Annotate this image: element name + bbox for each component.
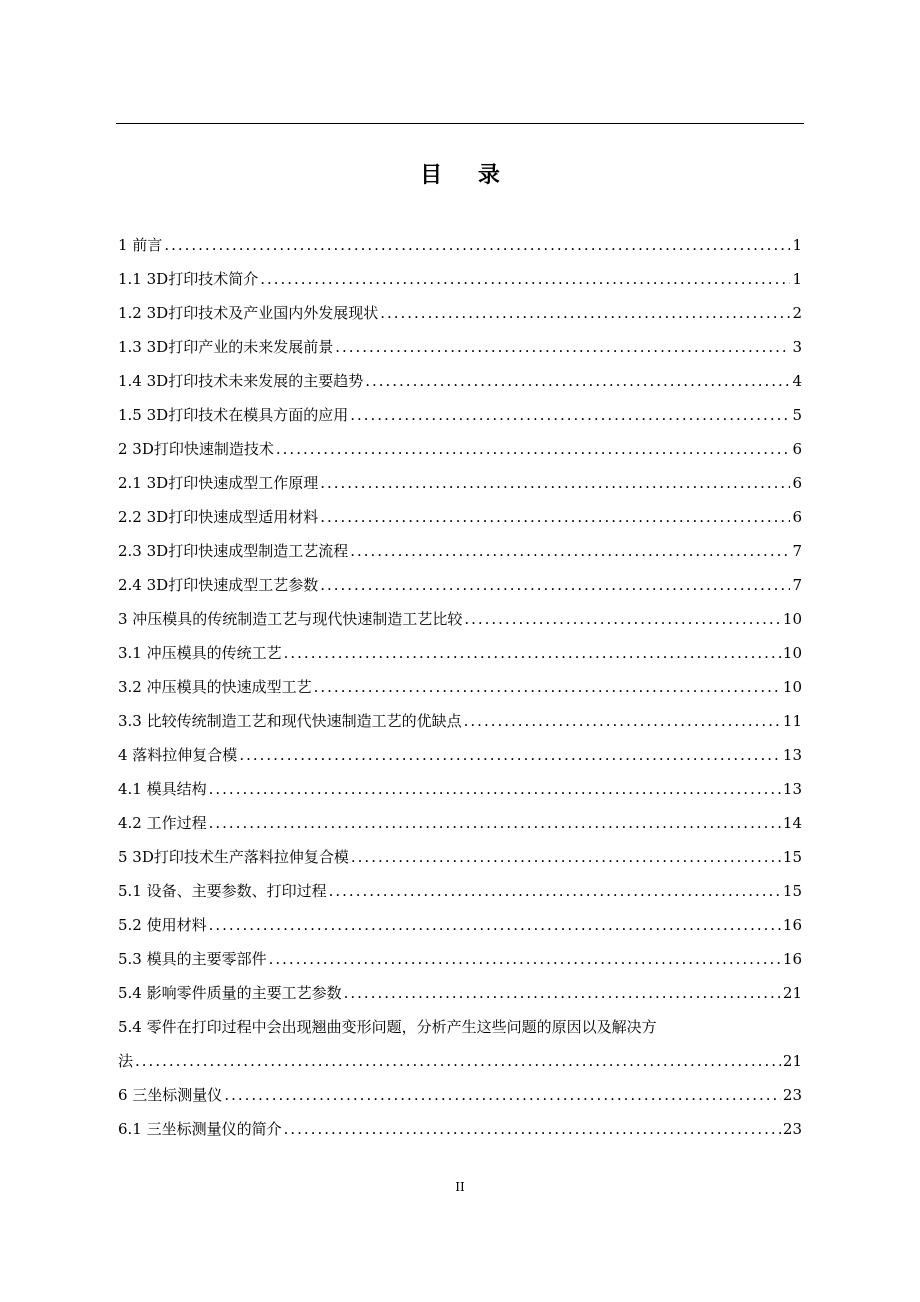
toc-entry-text-line1: 5.4 零件在打印过程中会出现翘曲变形问题，分析产生这些问题的原因以及解决方: [118, 1018, 657, 1036]
toc-leader-dots: [209, 806, 781, 840]
toc-entry-text: 1.1 3D打印技术简介: [118, 270, 259, 288]
toc-leader-dots: [350, 534, 790, 568]
page-number: II: [455, 1180, 465, 1194]
toc-entry[interactable]: [118, 534, 802, 568]
toc-entry-page: 6: [792, 440, 802, 458]
toc-entry[interactable]: [118, 976, 802, 1010]
toc-entry[interactable]: [118, 1112, 802, 1146]
toc-entry-page: 10: [782, 644, 802, 662]
toc-entry[interactable]: [118, 738, 802, 772]
toc-entry-text: 1.4 3D打印技术未来发展的主要趋势: [118, 372, 364, 390]
toc-entry[interactable]: [118, 330, 802, 364]
toc-leader-dots: [350, 398, 790, 432]
toc-entry-text: 4.1 模具结构: [118, 780, 207, 798]
toc-entry[interactable]: [118, 636, 802, 670]
toc-entry-page: 2: [792, 304, 802, 322]
toc-entry-wrapped[interactable]: [118, 1010, 802, 1078]
toc-entry-page: 13: [782, 746, 802, 764]
toc-leader-dots: [464, 704, 781, 738]
toc-entry-text: 5.2 使用材料: [118, 916, 207, 934]
toc-entry-page: 1: [792, 236, 802, 254]
toc-leader-dots: [335, 330, 790, 364]
toc-entry-page: 14: [782, 814, 802, 832]
toc-entry[interactable]: [118, 908, 802, 942]
toc-entry-page: 6: [792, 508, 802, 526]
toc-entry-text: 3.1 冲压模具的传统工艺: [118, 644, 282, 662]
toc-entry-text: 5.4 影响零件质量的主要工艺参数: [118, 984, 342, 1002]
toc-leader-dots: [135, 1044, 781, 1078]
toc-leader-dots: [344, 976, 781, 1010]
toc-leader-dots: [164, 228, 790, 262]
toc-entry-page: 6: [792, 474, 802, 492]
toc-entry-text: 1.5 3D打印技术在模具方面的应用: [118, 406, 349, 424]
toc-entry-page: 10: [782, 678, 802, 696]
toc-leader-dots: [351, 840, 781, 874]
toc-entry[interactable]: [118, 602, 802, 636]
table-of-contents: [118, 228, 802, 1146]
toc-entry-page: 5: [792, 406, 802, 424]
toc-entry[interactable]: [118, 874, 802, 908]
toc-leader-dots: [209, 908, 781, 942]
toc-entry-page: 3: [792, 338, 802, 356]
toc-entry-page: 23: [782, 1086, 802, 1104]
toc-entry-page: 4: [792, 372, 802, 390]
toc-leader-dots: [464, 602, 781, 636]
toc-leader-dots: [276, 432, 791, 466]
toc-entry-page: 7: [792, 576, 802, 594]
toc-leader-dots: [320, 500, 790, 534]
toc-entry-page: 15: [782, 882, 802, 900]
toc-entry-text: 4 落料拉伸复合模: [118, 746, 238, 764]
toc-entry-page: 1: [792, 270, 802, 288]
toc-entry-text: 5.3 模具的主要零部件: [118, 950, 267, 968]
toc-entry-text: 4.2 工作过程: [118, 814, 207, 832]
toc-leader-dots: [209, 772, 781, 806]
toc-entry-page: 23: [782, 1120, 802, 1138]
toc-entry[interactable]: [118, 466, 802, 500]
toc-leader-dots: [320, 466, 790, 500]
toc-entry-text: 1 前言: [118, 236, 163, 254]
toc-entry-text: 2.3 3D打印快速成型制造工艺流程: [118, 542, 349, 560]
toc-entry[interactable]: [118, 262, 802, 296]
toc-entry[interactable]: [118, 228, 802, 262]
toc-entry-page: 7: [792, 542, 802, 560]
toc-entry[interactable]: [118, 500, 802, 534]
toc-leader-dots: [284, 636, 781, 670]
toc-leader-dots: [284, 1112, 781, 1146]
toc-leader-dots: [224, 1078, 781, 1112]
toc-entry-page: 15: [782, 848, 802, 866]
toc-entry[interactable]: [118, 806, 802, 840]
toc-leader-dots: [365, 364, 790, 398]
toc-entry-text: 6.1 三坐标测量仪的简介: [118, 1120, 282, 1138]
toc-leader-dots: [269, 942, 781, 976]
toc-entry-text: 2.1 3D打印快速成型工作原理: [118, 474, 319, 492]
toc-entry[interactable]: [118, 840, 802, 874]
toc-entry-text: 2.2 3D打印快速成型适用材料: [118, 508, 319, 526]
toc-entry-text: 2.4 3D打印快速成型工艺参数: [118, 576, 319, 594]
toc-entry-line2: [118, 1044, 802, 1078]
toc-entry-text: 6 三坐标测量仪: [118, 1086, 223, 1104]
toc-entry-text: 3.2 冲压模具的快速成型工艺: [118, 678, 312, 696]
toc-entry-text: 1.2 3D打印技术及产业国内外发展现状: [118, 304, 379, 322]
toc-entry[interactable]: [118, 942, 802, 976]
toc-entry-page: 21: [782, 1052, 802, 1070]
toc-entry-page: 16: [782, 916, 802, 934]
toc-entry[interactable]: [118, 670, 802, 704]
toc-entry-text: 3 冲压模具的传统制造工艺与现代快速制造工艺比较: [118, 610, 463, 628]
toc-entry[interactable]: [118, 772, 802, 806]
toc-leader-dots: [329, 874, 781, 908]
toc-leader-dots: [314, 670, 781, 704]
toc-leader-dots: [239, 738, 781, 772]
header-rule: [116, 123, 804, 124]
toc-entry[interactable]: [118, 296, 802, 330]
toc-leader-dots: [380, 296, 790, 330]
toc-entry-page: 11: [782, 712, 802, 730]
toc-entry-page: 10: [782, 610, 802, 628]
toc-entry[interactable]: [118, 568, 802, 602]
toc-entry-text: 5.1 设备、主要参数、打印过程: [118, 882, 327, 900]
toc-entry[interactable]: [118, 364, 802, 398]
toc-entry-text: 5 3D打印技术生产落料拉伸复合模: [118, 848, 349, 866]
toc-entry[interactable]: [118, 704, 802, 738]
toc-entry[interactable]: [118, 1078, 802, 1112]
toc-entry-page: 16: [782, 950, 802, 968]
toc-entry-text-line2: 法: [118, 1052, 134, 1070]
toc-entry-text: 1.3 3D打印产业的未来发展前景: [118, 338, 334, 356]
toc-entry-page: 13: [782, 780, 802, 798]
toc-entry-text: 2 3D打印快速制造技术: [118, 440, 274, 458]
toc-entry-text: 3.3 比较传统制造工艺和现代快速制造工艺的优缺点: [118, 712, 462, 730]
toc-leader-dots: [320, 568, 790, 602]
toc-entry-page: 21: [782, 984, 802, 1002]
toc-entry[interactable]: [118, 432, 802, 466]
toc-leader-dots: [260, 262, 790, 296]
toc-entry[interactable]: [118, 398, 802, 432]
page-title: 目 录: [420, 163, 514, 188]
